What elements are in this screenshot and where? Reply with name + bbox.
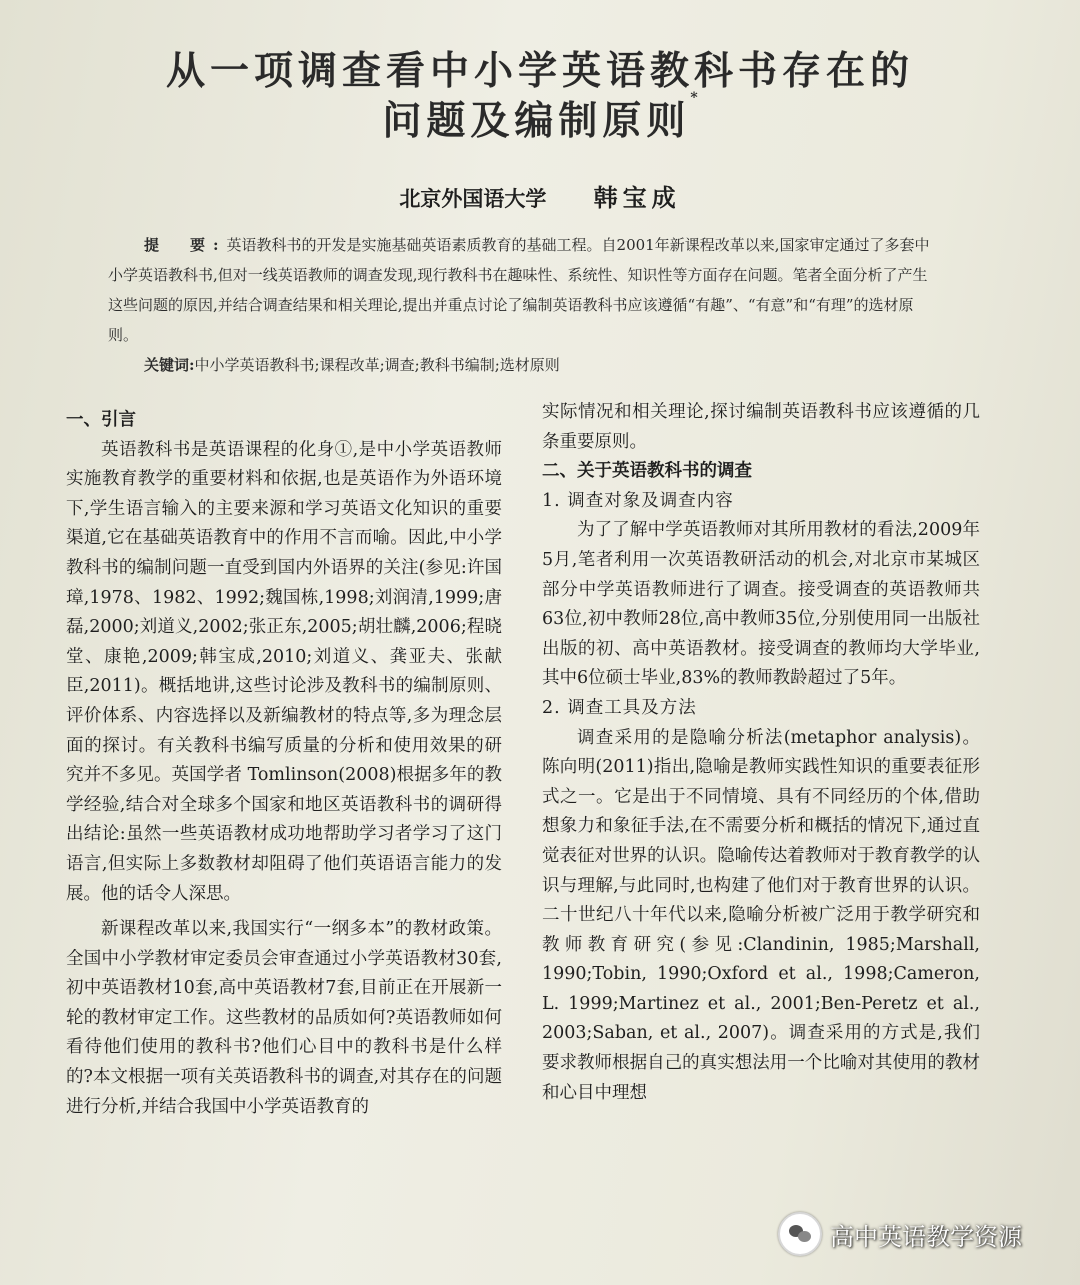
paragraph: 为了了解中学英语教师对其所用教材的看法,2009年5月,笔者利用一次英语教研活动的机会,对北京市某城区部分中学英语教师进行了调查。接受调查的英语教师共63位,初中教师28位,高中教师35位,分别使用同一出版社出版的初、高中英语教材。接受调查的教师均大学毕业,其中6位硕士毕业,83%的教师教龄超过了5年。 [542, 520, 980, 689]
subsection-heading: 1. 调查对象及调查内容 [542, 490, 734, 511]
affiliation: 北京外国语大学 [399, 186, 547, 211]
paragraph: 实际情况和相关理论,探讨编制英语教科书应该遵循的几条重要原则。 [542, 402, 980, 452]
wechat-logo-icon [778, 1212, 822, 1256]
footnote-mark: * [690, 90, 698, 106]
section-heading-intro: 一、引言 [66, 410, 136, 430]
paragraph: 英语教科书是英语课程的化身①,是中小学英语教师实施教育教学的重要材料和依据,也是英语作为外语环境下,学生语言输入的主要来源和学习英语文化知识的重要渠道,它在基础英语教育中的作用不言而喻。因此,中小学教科书的编制问题一直受到国内外语界的关注(参见:许国璋,1978、1982、1992;魏国栋,1998;刘润清,1999;唐磊,2000;刘道义,2002;张正东,2005;胡壮麟,2006;程晓堂、康艳,2009;韩宝成,2010;刘道义、龚亚夫、张献臣,2011)。概括地讲,这些讨论涉及教科书的编制原则、评价体系、内容选择以及新编教材的特点等,多为理念层面的探讨。有关教科书编写质量的分析和使用效果的研究并不多见。英国学者 Tomlinson(2008)根据多年的教学经验,结合对全球多个国家和地区英语教科书的调研得出结论:虽然一些英语教材成功地帮助学习者学习了这门语言,但实际上多数教材却阻碍了他们英语语言能力的发展。他的话令人深思。 [66, 439, 502, 904]
byline [0, 178, 1080, 213]
article-title-line-1: 从一项调查看中小学英语教科书存在的 [165, 48, 914, 94]
section-heading-survey: 二、关于英语教科书的调查 [542, 461, 752, 482]
abstract [108, 230, 938, 380]
paragraph: 新课程改革以来,我国实行“一纲多本”的教材政策。全国中小学教材审定委员会审查通过小学英语教材30套,初中英语教材10套,高中英语教材7套,目前正在开展新一轮的教材审定工作。这些教材的品质如何?英语教师如何看待他们使用的教科书?他们心目中的教科书是什么样的?本文根据一项有关英语教科书的调查,对其存在的问题进行分析,并结合我国中小学英语教育的 [66, 919, 502, 1117]
watermark-text: 高中英语教学资源 [830, 1222, 1022, 1251]
keywords [108, 350, 938, 380]
watermark [778, 1208, 1058, 1260]
left-column [66, 406, 502, 1122]
keywords-text: 中小学英语教科书;课程改革;调查;教科书编制;选材原则 [194, 356, 560, 374]
author-name: 韩宝成 [593, 183, 681, 212]
paragraph: 调查采用的是隐喻分析法(metaphor analysis)。陈向明(2011)指出,隐喻是教师实践性知识的重要表征形式之一。它是出于不同情境、具有不同经历的个体,借助想象力和象征手法,在不需要分析和概括的情况下,通过直觉表征对世界的认识。隐喻传达着教师对于教育教学的认识与理解,与此同时,也构建了他们对于教育世界的认识。二十世纪八十年代以来,隐喻分析被广泛用于教学研究和教师教育研究(参见:Clandinin, 1985;Marshall, 1990;Tobin, 1990;Oxford et al., 1998;Cameron, L. 1999;Martinez et al., 2001;Ben-Peretz et al., 2003;Saban, et al., 2007)。调查采用的方式是,我们要求教师根据自己的真实想法用一个比喻对其使用的教材和心目中理想 [542, 727, 980, 1103]
abstract-text: 英语教科书的开发是实施基础英语素质教育的基础工程。自2001年新课程改革以来,国家审定通过了多套中小学英语教科书,但对一线英语教师的调查发现,现行教科书在趣味性、系统性、知识性等方面存在问题。笔者全面分析了产生这些问题的原因,并结合调查结果和相关理论,提出并重点讨论了编制英语教科书应该遵循“有趣”、“有意”和“有理”的选材原则。 [108, 236, 930, 344]
right-column [542, 398, 980, 1108]
keywords-label: 关键词: [144, 356, 195, 374]
subsection-heading: 2. 调查工具及方法 [542, 697, 697, 718]
abstract-body [108, 230, 938, 350]
article-title-line-2: 问题及编制原则* [382, 90, 698, 144]
abstract-label: 提 要: [144, 236, 227, 254]
